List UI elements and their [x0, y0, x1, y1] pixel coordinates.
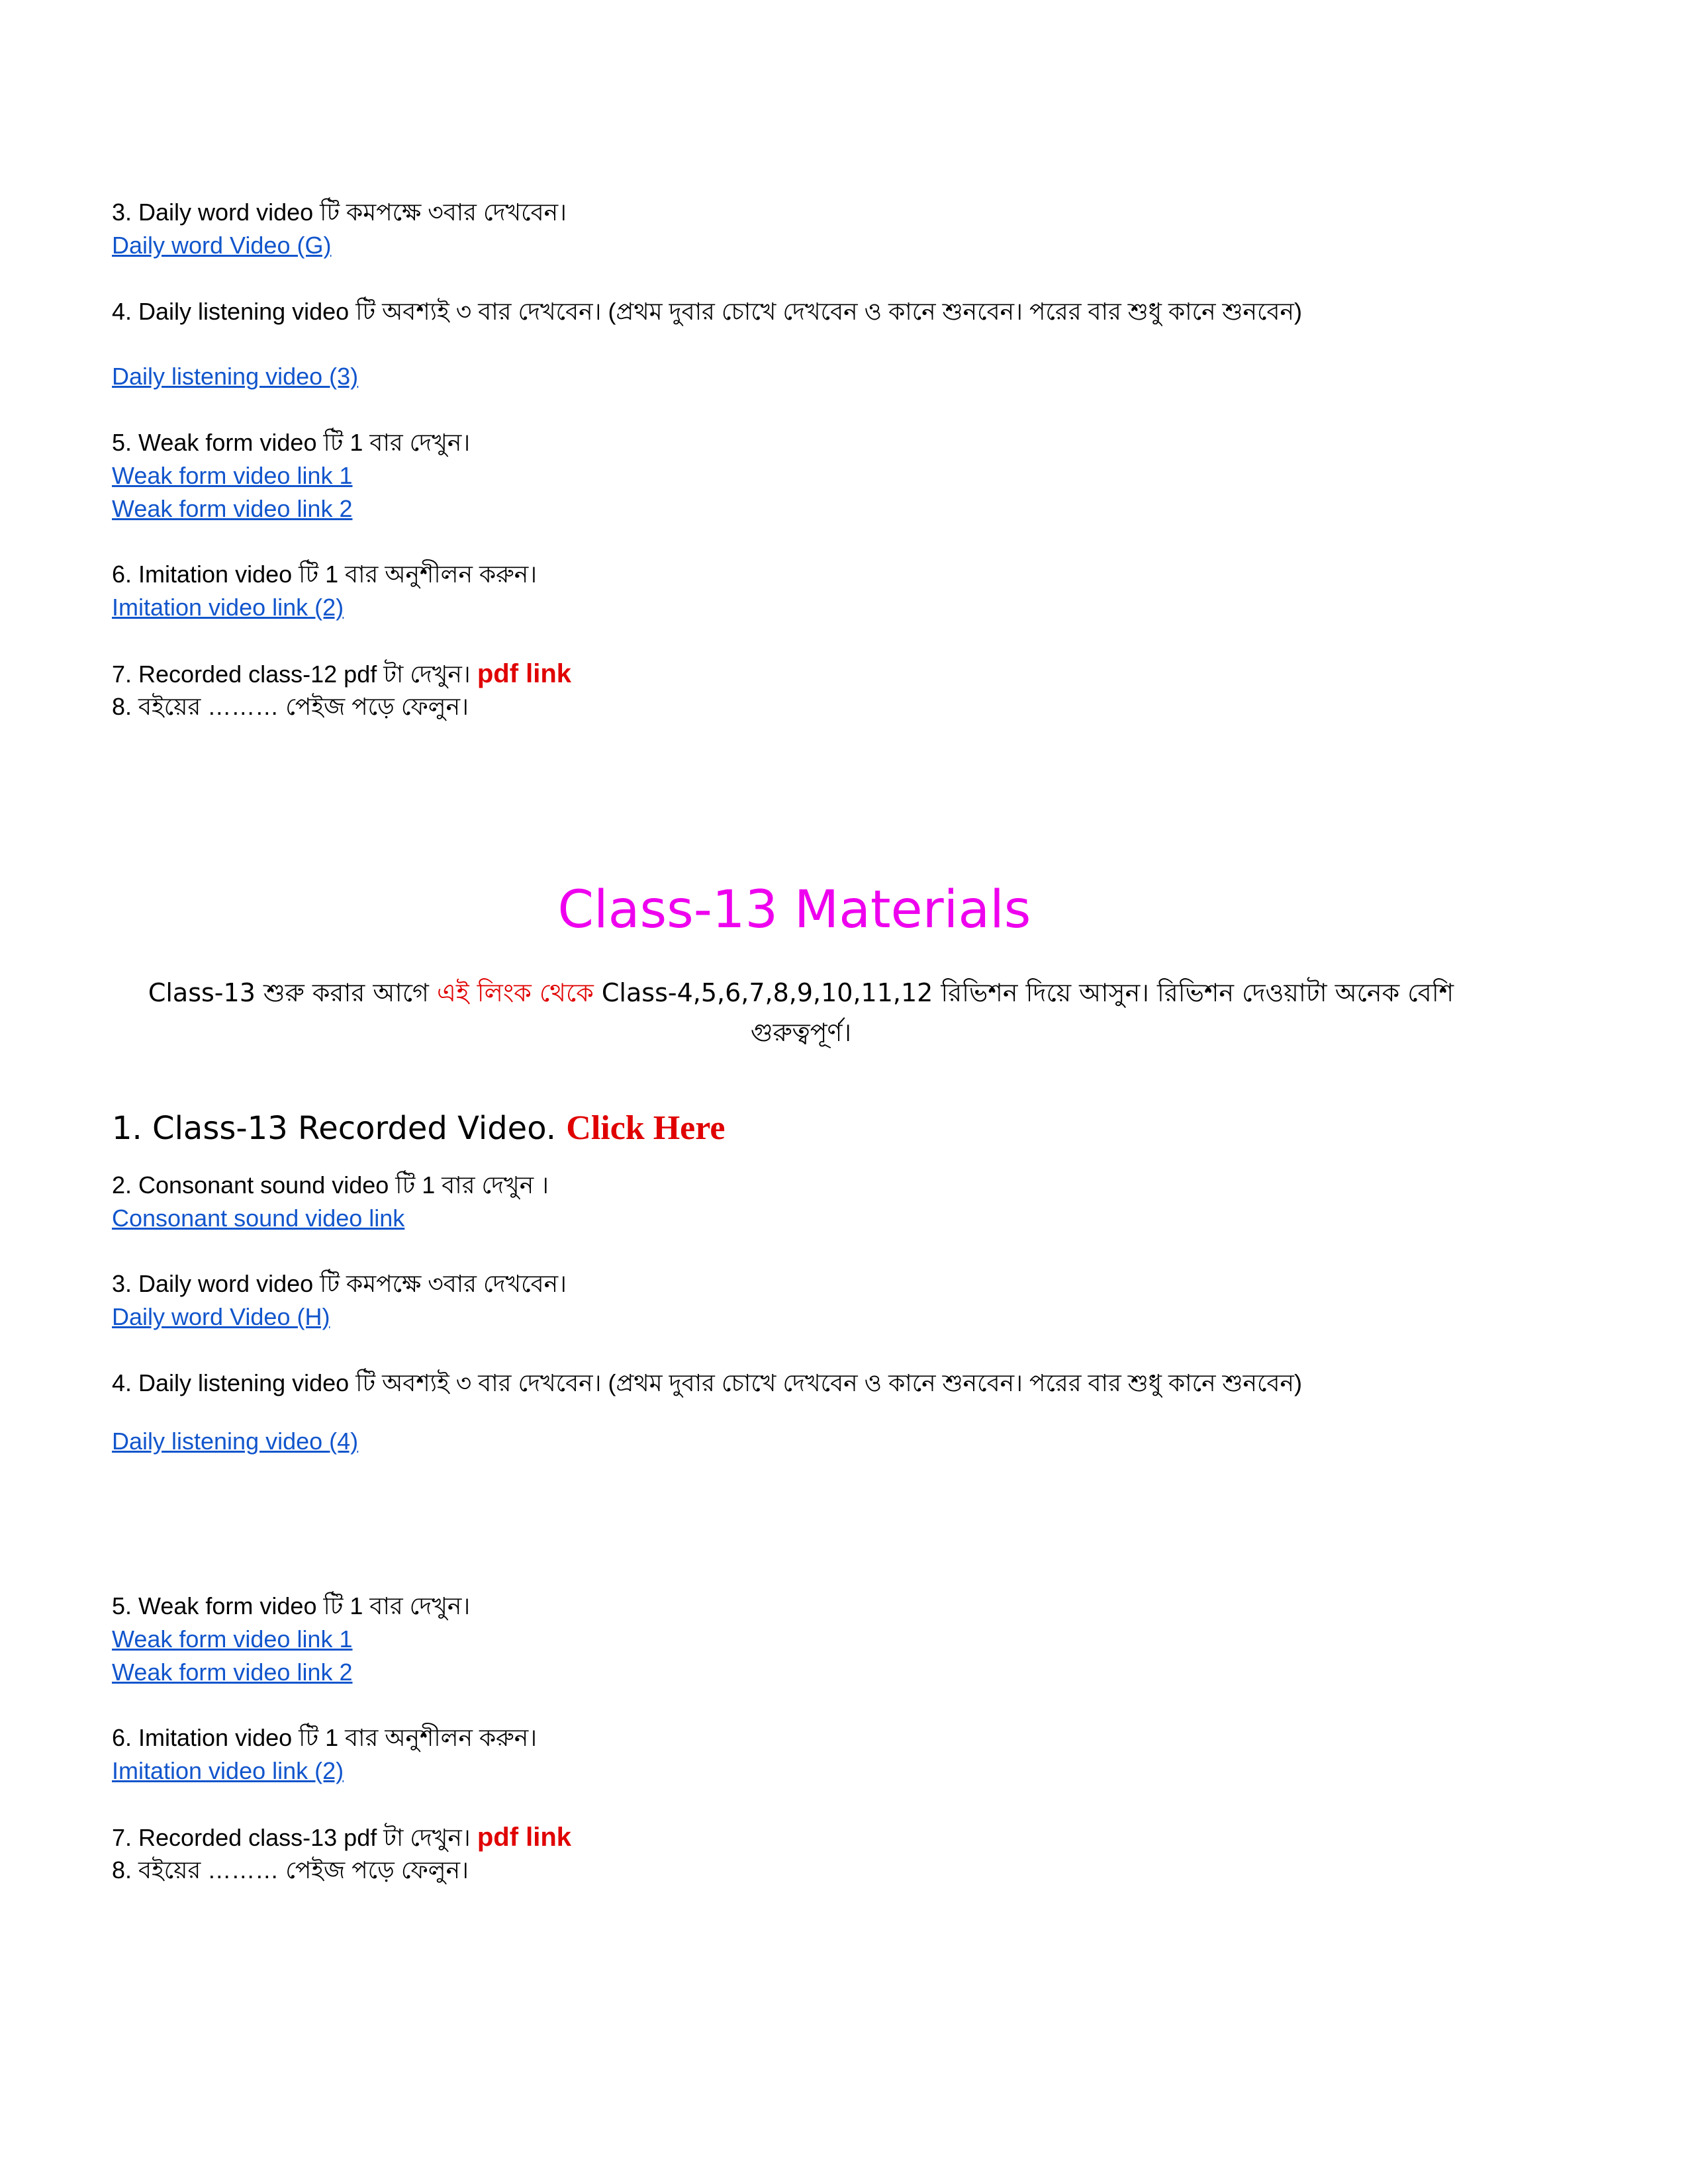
- intro-text-before: Class-13 শুরু করার আগে: [148, 978, 437, 1007]
- item-3-daily-word-text: 3. Daily word video টি কমপক্ষে ৩বার দেখবেন।: [112, 199, 567, 226]
- item-8-book-pages-text-13: 8. বইয়ের ……… পেইজ পড়ে ফেলুন।: [112, 1856, 469, 1884]
- item-4-daily-listening-text: 4. Daily listening video টি অবশ্যই ৩ বার দেখবেন। (প্রথম দুবার চোখে দেখবেন ও কানে শুনবেন। পরের বার শুধু কানে শুনবেন): [112, 298, 1303, 325]
- imitation-video-link-2-13[interactable]: Imitation video link (2): [112, 1757, 344, 1784]
- daily-listening-video-4-link[interactable]: Daily listening video (4): [112, 1428, 359, 1455]
- item-2-consonant-text: 2. Consonant sound video টি 1 বার দেখুন ।: [112, 1171, 549, 1199]
- weak-form-video-link-2[interactable]: Weak form video link 2: [112, 495, 353, 522]
- class-13-heading: Class-13 Materials: [557, 880, 1031, 940]
- weak-form-video-link-1[interactable]: Weak form video link 1: [112, 462, 353, 489]
- item-1-recorded-video-text: 1. Class-13 Recorded Video.: [112, 1110, 556, 1147]
- item-6-imitation-text-13: 6. Imitation video টি 1 বার অনুশীলন করুন।: [112, 1724, 538, 1751]
- revision-link[interactable]: এই লিংক থেকে: [436, 978, 594, 1007]
- item-7-recorded-pdf-row-13: [112, 1822, 571, 1853]
- class-13-intro: [119, 973, 1483, 1052]
- consonant-sound-video-link[interactable]: Consonant sound video link: [112, 1205, 405, 1232]
- item-1-recorded-video-row: [112, 1105, 725, 1152]
- pdf-link-13[interactable]: pdf link: [477, 1823, 572, 1852]
- intro-text-after: Class-4,5,6,7,8,9,10,11,12 রিভিশন দিয়ে আসুন। রিভিশন দেওয়াটা অনেক বেশি গুরুত্বপূর্ণ।: [593, 978, 1454, 1047]
- weak-form-video-link-1-13[interactable]: Weak form video link 1: [112, 1625, 353, 1653]
- weak-form-video-link-2-13[interactable]: Weak form video link 2: [112, 1659, 353, 1686]
- item-3-daily-word-text-13: 3. Daily word video টি কমপক্ষে ৩বার দেখবেন।: [112, 1270, 567, 1297]
- item-7-recorded-pdf-row: [112, 659, 571, 690]
- item-7-recorded-pdf-text-13: 7. Recorded class-13 pdf টা দেখুন।: [112, 1824, 471, 1851]
- daily-word-video-g-link[interactable]: Daily word Video (G): [112, 232, 332, 259]
- item-5-weak-form-text-13: 5. Weak form video টি 1 বার দেখুন।: [112, 1592, 471, 1619]
- item-6-imitation-text: 6. Imitation video টি 1 বার অনুশীলন করুন।: [112, 561, 538, 588]
- click-here-link[interactable]: Click Here: [566, 1109, 726, 1147]
- daily-listening-video-3-link[interactable]: Daily listening video (3): [112, 363, 359, 390]
- item-7-recorded-pdf-text: 7. Recorded class-12 pdf টা দেখুন।: [112, 660, 471, 688]
- item-8-book-pages-text: 8. বইয়ের ……… পেইজ পড়ে ফেলুন।: [112, 693, 469, 720]
- daily-word-video-h-link[interactable]: Daily word Video (H): [112, 1303, 330, 1330]
- pdf-link[interactable]: pdf link: [477, 659, 572, 688]
- imitation-video-link-2[interactable]: Imitation video link (2): [112, 594, 344, 621]
- item-4-daily-listening-text-13: 4. Daily listening video টি অবশ্যই ৩ বার দেখবেন। (প্রথম দুবার চোখে দেখবেন ও কানে শুনবেন। পরের বার শুধু কানে শুনবেন): [112, 1369, 1303, 1396]
- item-5-weak-form-text: 5. Weak form video টি 1 বার দেখুন।: [112, 429, 471, 456]
